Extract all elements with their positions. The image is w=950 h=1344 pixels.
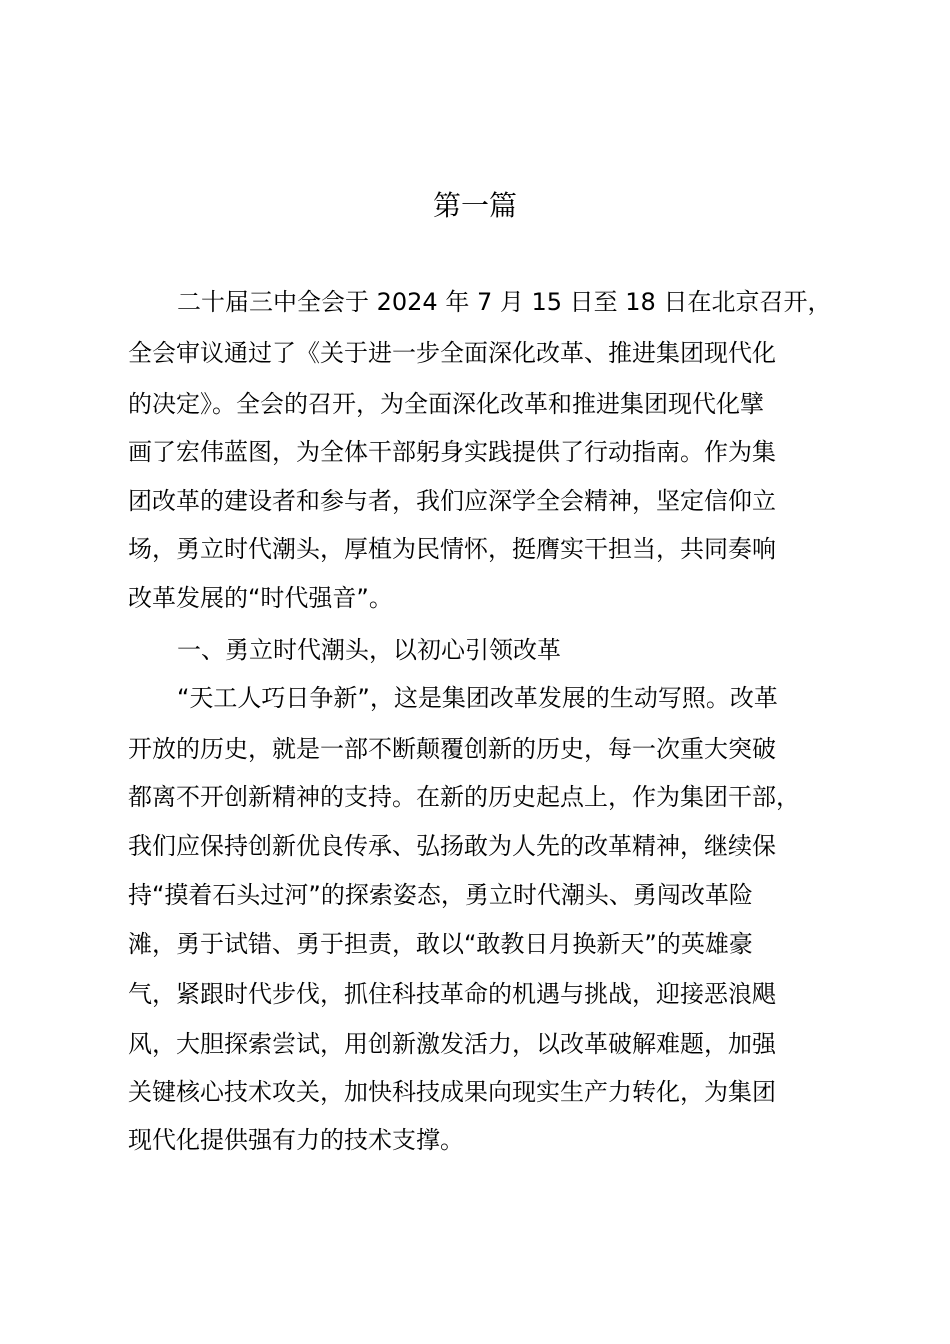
paragraph-line: 我们应保持创新优良传承、弘扬敢为人先的改革精神，继续保 (128, 832, 776, 860)
paragraph-line: 画了宏伟蓝图，为全体干部躬身实践提供了行动指南。作为集 (128, 438, 776, 466)
paragraph-line: 的决定》。全会的召开，为全面深化改革和推进集团现代化擘 (128, 390, 764, 418)
document-title: 第一篇 (432, 189, 517, 222)
paragraph-line: 风，大胆探索尝试，用创新激发活力，以改革破解难题，加强 (128, 1030, 776, 1058)
section-heading: 一、勇立时代潮头，以初心引领改革 (177, 636, 561, 664)
paragraph-line: 关键核心技术攻关，加快科技成果向现实生产力转化，为集团 (128, 1078, 776, 1106)
paragraph-line: 场，勇立时代潮头，厚植为民情怀，挺膺实干担当，共同奏响 (128, 535, 776, 563)
paragraph-line: 气，紧跟时代步伐，抓住科技革命的机遇与挑战，迎接恶浪飓 (128, 980, 776, 1008)
paragraph-line: 全会审议通过了《关于进一步全面深化改革、推进集团现代化 (128, 339, 776, 367)
paragraph-line: 都离不开创新精神的支持。在新的历史起点上，作为集团干部， (128, 783, 800, 811)
paragraph-line: 改革发展的“时代强音”。 (128, 584, 393, 612)
paragraph-line: 现代化提供强有力的技术支撑。 (128, 1126, 464, 1154)
paragraph-line: 开放的历史，就是一部不断颠覆创新的历史，每一次重大突破 (128, 735, 776, 763)
paragraph-line: 持“摸着石头过河”的探索姿态，勇立时代潮头、勇闯改革险 (128, 881, 753, 909)
paragraph-line: 团改革的建设者和参与者，我们应深学全会精神，坚定信仰立 (128, 487, 776, 515)
paragraph-line: 滩，勇于试错、勇于担责，敢以“敢教日月换新天”的英雄豪 (128, 930, 753, 958)
paragraph-line: “天工人巧日争新”，这是集团改革发展的生动写照。改革 (177, 684, 778, 712)
paragraph-line: 二十届三中全会于 2024 年 7 月 15 日至 18 日在北京召开， (177, 288, 832, 316)
